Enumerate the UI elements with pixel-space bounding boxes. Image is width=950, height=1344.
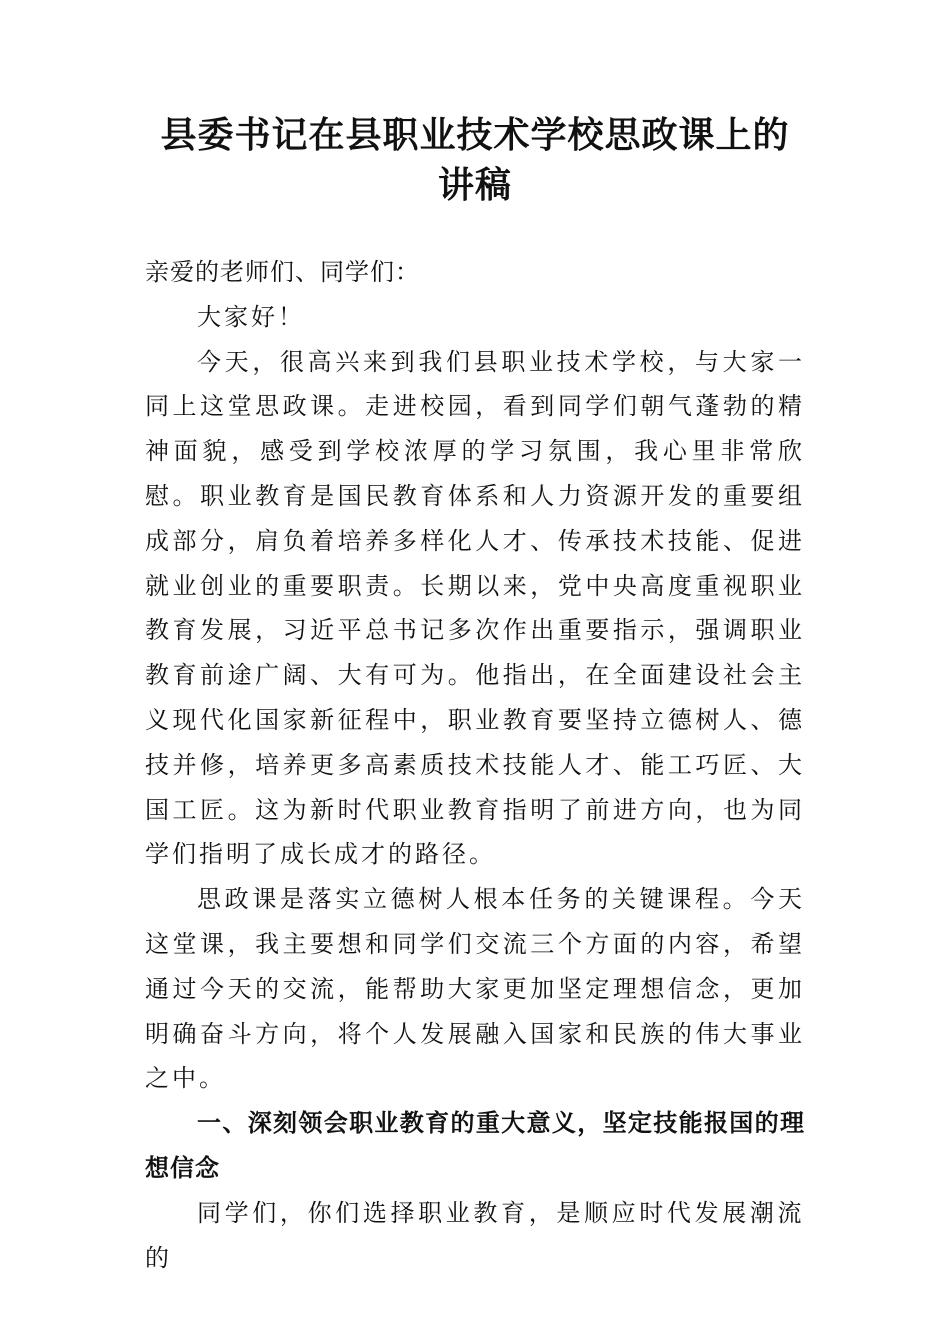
greeting: 大家好！ [197,302,305,331]
salutation: 亲爱的老师们、同学们： [145,258,420,286]
paragraph: 今天，很高兴来到我们县职业技术学校，与大家一同上这堂思政课。走进校园，看到同学们朝气蓬勃的精神面貌，感受到学校浓厚的学习氛围，我心里非常欣慰。职业教育是国民教育体系和人力资源开发的重要组成部分，肩负着培养多样化人才、传承技术技能、促进就业创业的重要职责。长期以来，党中央高度重视职业教育发展，习近平总书记多次作出重要指示，强调职业教育前途广阔、大有可为。他指出，在全面建设社会主义现代化国家新征程中，职业教育要坚持立德树人、德技并修，培养更多高素质技术技能人才、能工巧匠、大国工匠。这为新时代职业教育指明了前进方向，也为同学们指明了成长成才的路径。 [145,347,805,869]
document-title: 县委书记在县职业技术学校思政课上的讲稿 [160,114,790,206]
paragraph: 同学们，你们选择职业教育，是顺应时代发展潮流的 [145,1198,805,1272]
section-heading: 一、深刻领会职业教育的重大意义，坚定技能报国的理想信念 [145,1109,805,1182]
paragraph: 思政课是落实立德树人根本任务的关键课程。今天这堂课，我主要想和同学们交流三个方面的内容，希望通过今天的交流，能帮助大家更加坚定理想信念，更加明确奋斗方向，将个人发展融入国家和民族的伟大事业之中。 [145,885,805,1093]
document-body [145,250,805,1280]
